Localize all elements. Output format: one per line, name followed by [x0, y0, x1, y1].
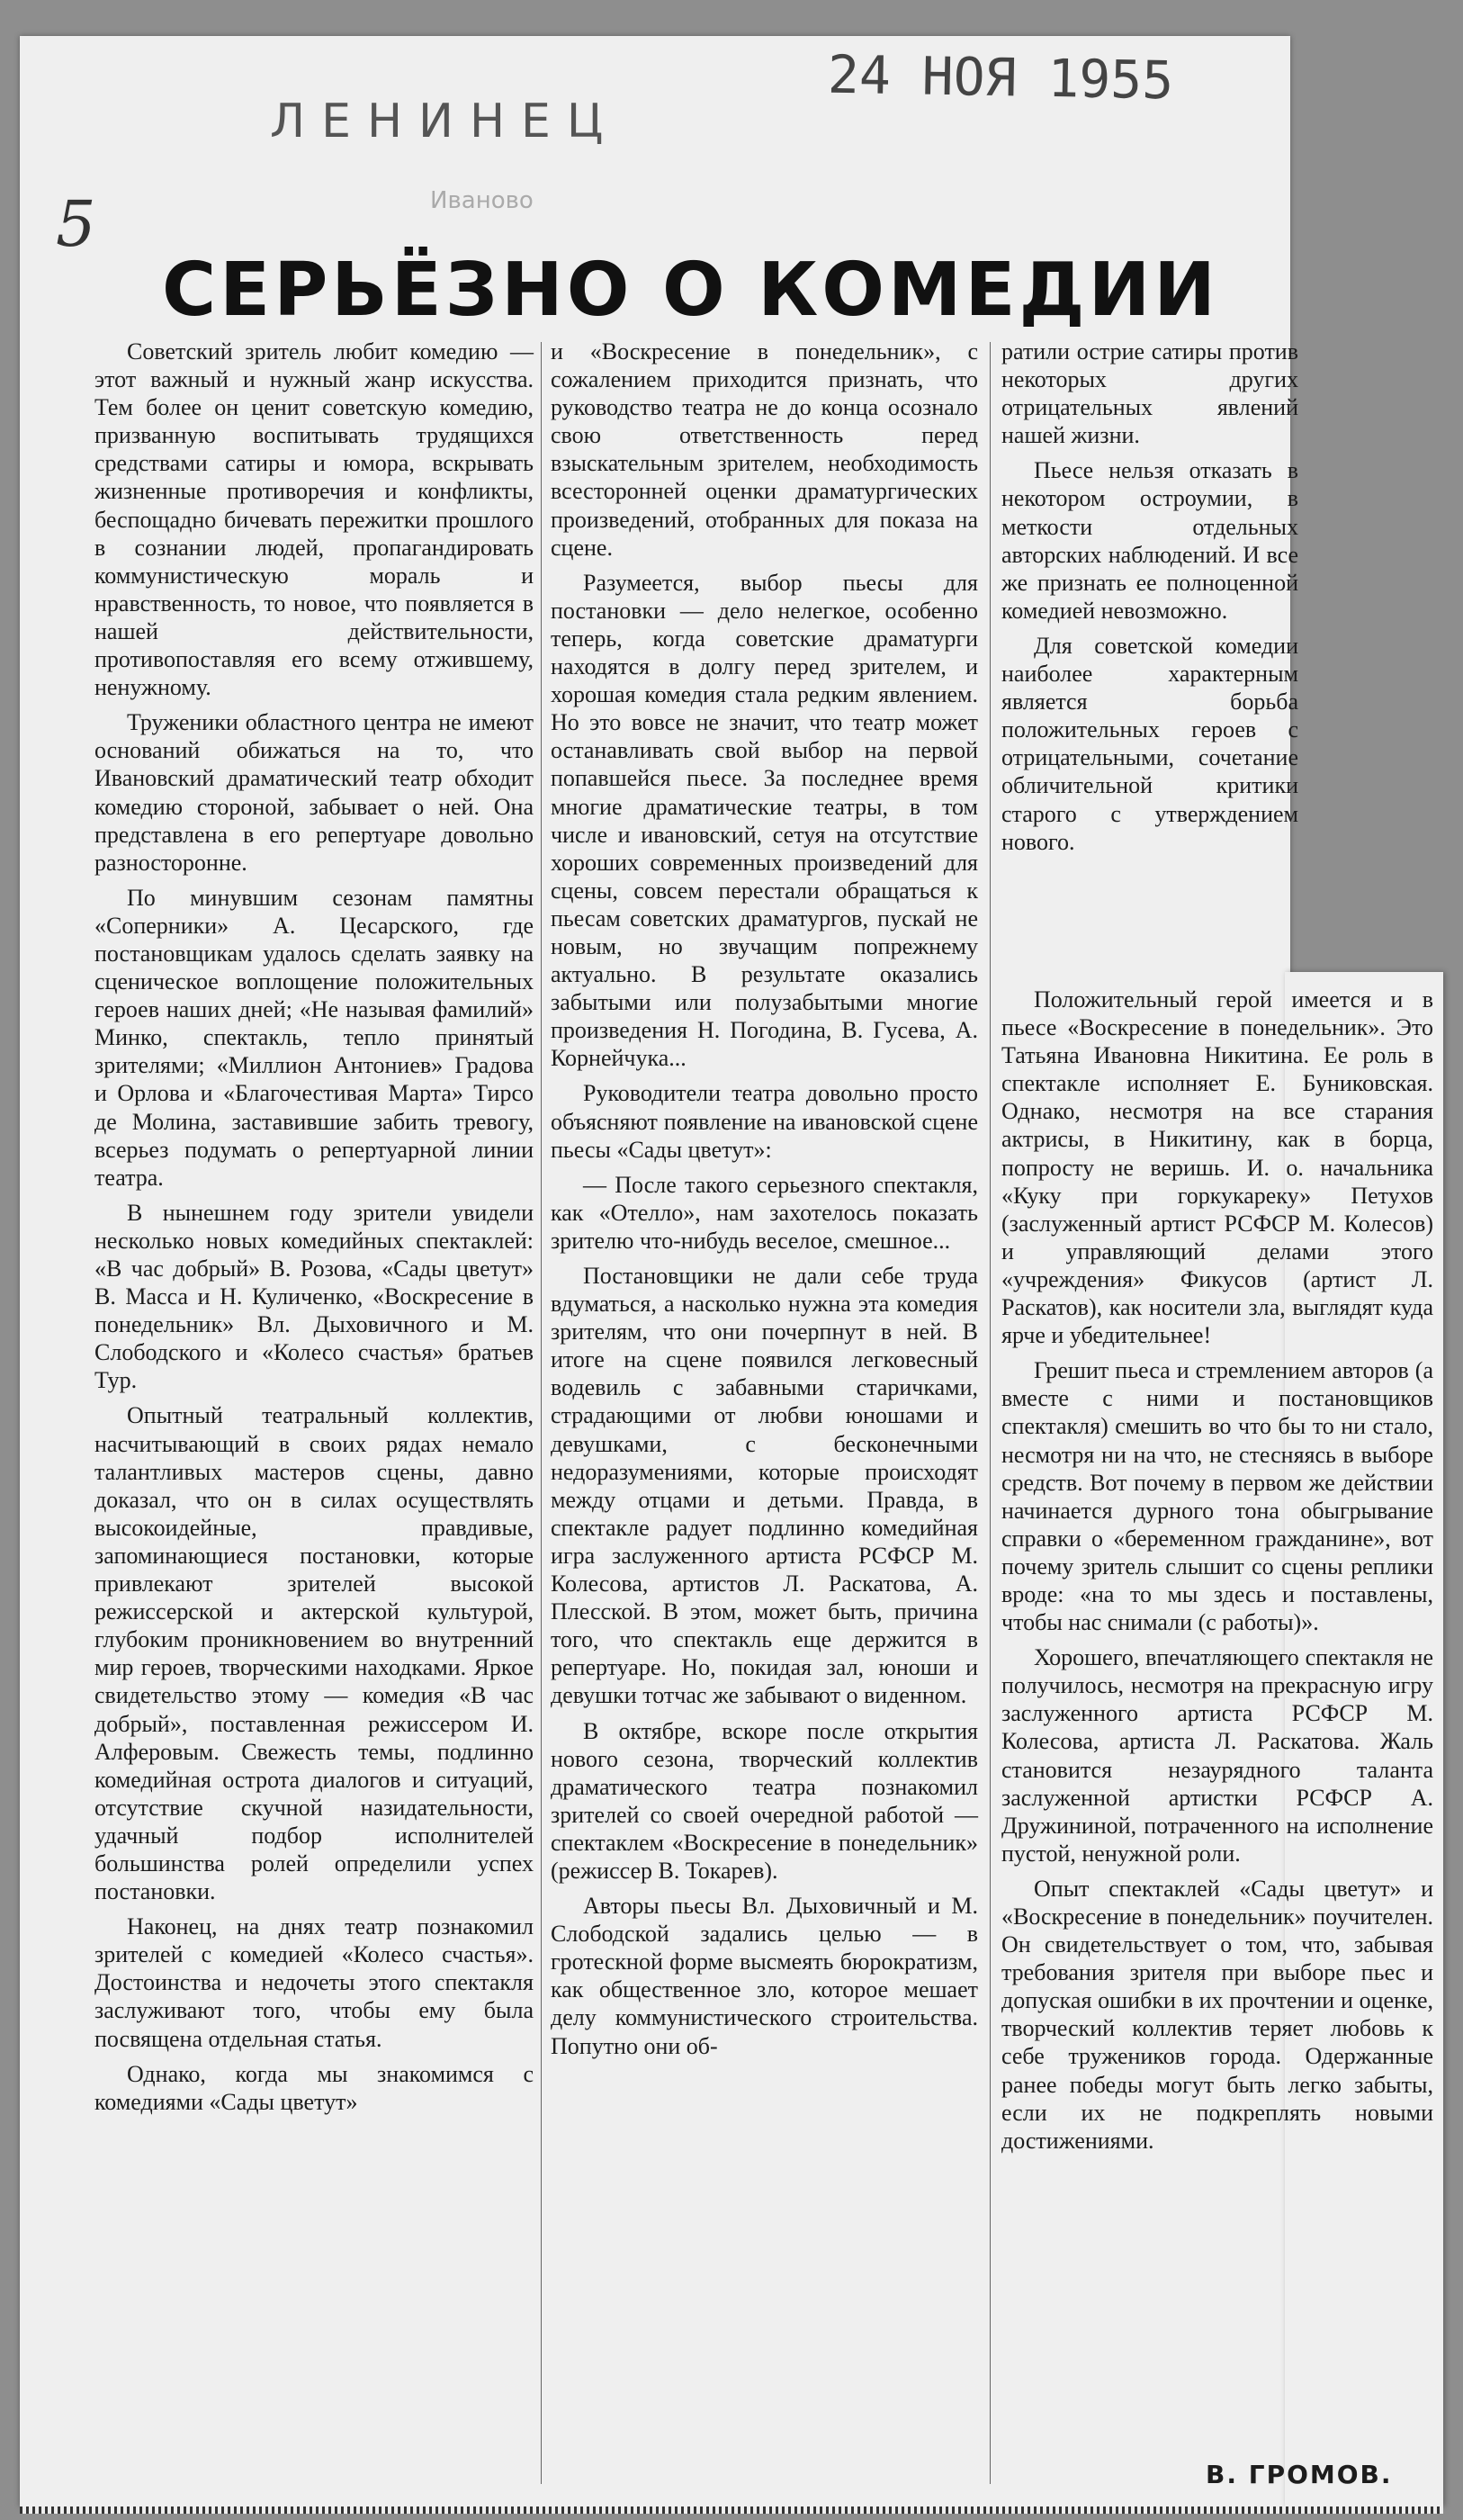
- archive-mark: 5: [56, 187, 96, 261]
- paragraph: Хорошего, впечатляющего спектакля не получилось, несмотря на прекрасную игру заслуженного артиста РСФСР М. Колесова, артиста Л. Раскатова. Жаль становится незаурядного таланта заслуженной артистки РСФСР А. Дружининой, потраченного на исполнение пустой, ненужной роли.: [1001, 1644, 1433, 1867]
- article-column-3-top: [1001, 338, 1298, 856]
- paragraph: Положительный герой имеется и в пьесе «Воскресение в понедельник». Это Татьяна Ивановна Никитина. Ее роль в спектакле исполняет Е. Буниковская. Однако, несмотря на все старания актрисы, в Никитину, как в борца, попросту не веришь. И. о. начальника «Куку при горкукареку» Петухов (заслуженный артист РСФСР М. Колесов) и управляющий делами этого «учреждения» Фикусов (артист Л. Раскатов), как носители зла, выглядят куда ярче и убедительнее!: [1001, 986, 1433, 1349]
- paragraph: Пьесе нельзя отказать в некотором остроумии, в меткости отдельных авторских наблюдений. И все же признать ее полноценной комедией невозможно.: [1001, 457, 1298, 624]
- paragraph: Наконец, на днях театр познакомил зрителей с комедией «Колесо счастья». Достоинства и недочеты этого спектакля заслуживают того, чтобы ему была посвящена отдельная статья.: [94, 1913, 534, 2052]
- paragraph: и «Воскресение в понедельник», с сожалением приходится признать, что руководство театра не до конца осознало свою ответственность перед взыскательным зрителем, необходимость всесторонней оценки драматургических произведений, отобранных для показа на сцене.: [551, 338, 978, 561]
- paragraph: Опыт спектаклей «Сады цветут» и «Воскресение в понедельник» поучителен. Он свидетельствует о том, что, забывая требования зрителя при выборе пьес и допуская ошибки в их прочтении и оценке, творческий коллектив теряет любовь к себе тружеников города. Одержанные ранее победы могут быть легко забыты, если их не подкреплять новыми достижениями.: [1001, 1875, 1433, 2154]
- paragraph: Однако, когда мы знакомимся с комедиями «Сады цветут»: [94, 2060, 534, 2115]
- article-title: СЕРЬЁЗНО О КОМЕДИИ: [162, 248, 1219, 333]
- paragraph: Авторы пьесы Вл. Дыховичный и М. Слободской задались целью — в гротескной форме высмеять бюрократизм, как общественное зло, которое мешает делу коммунистического строительства. Попутно они об-: [551, 1893, 978, 2059]
- paragraph: Труженики областного центра не имеют оснований обижаться на то, что Ивановский драматический театр обходит комедию стороной, забывает о ней. Она представлена в его репертуаре довольно разносторонне.: [94, 709, 534, 876]
- paragraph: Разумеется, выбор пьесы для постановки — дело нелегкое, особенно теперь, когда советские драматурги находятся в долгу перед зрителем, и хорошая комедия стала редким явлением. Но это вовсе не значит, что театр может останавливать свой выбор на первой попавшейся пьесе. За последнее время многие драматические театры, в том числе и ивановский, сетуя на отсутствие хороших современных произведений для сцены, совсем перестали обращаться к пьесам советских драматургов, пускай не новым, но звучащим попрежнему актуально. В результате оказались забытыми или полузабытыми многие произведения Н. Погодина, В. Гусева, А. Корнейчука...: [551, 569, 978, 1072]
- column-rule: [990, 342, 991, 2484]
- paragraph: По минувшим сезонам памятны «Соперники» А. Цесарского, где постановщикам удалось сделать заявку на сценическое воплощение положительных героев наших дней; «Не называя фамилий» Минко, спектакль, тепло принятый зрителями; «Миллион Антониев» Градова и Орлова и «Благочестивая Марта» Тирсо де Молина, заставившие забить тревогу, всерьез подумать о репертуарной линии театра.: [94, 884, 534, 1191]
- paragraph: Советский зритель любит комедию — этот важный и нужный жанр искусства. Тем более он ценит советскую комедию, призванную воспитывать трудящихся средствами сатиры и юмора, вскрывать жизненные противоречия и конфликты, беспощадно бичевать пережитки прошлого в сознании людей, пропагандировать коммунистическую мораль и нравственность, то новое, что появляется в нашей действительности, противопоставляя его всему отжившему, ненужному.: [94, 338, 534, 701]
- paragraph: Для советской комедии наиболее характерным является борьба положительных героев с отрицательными, сочетание обличительной критики старого с утверждением нового.: [1001, 632, 1298, 855]
- author-signature: В. ГРОМОВ.: [1206, 2460, 1393, 2489]
- paragraph: Руководители театра довольно просто объясняют появление на ивановской сцене пьесы «Сады цветут»:: [551, 1080, 978, 1163]
- newspaper-masthead: ЛЕНИНЕЦ: [270, 94, 620, 148]
- paragraph: — После такого серьезного спектакля, как «Отелло», нам захотелось показать зрителю что-нибудь веселое, смешное...: [551, 1171, 978, 1254]
- paragraph: Грешит пьеса и стремлением авторов (а вместе с ними и постановщиков спектакля) смешить во что бы то ни стало, несмотря ни на что, не стесняясь в выборе средств. Вот почему в первом же действии начинается дурного тона обыгрывание справки о «беременном гражданине», вот почему зритель слышит со сцены реплики вроде: «на то мы здесь и поставлены, чтобы нас снимали (с работы)».: [1001, 1357, 1433, 1636]
- article-column-3-bottom: [1001, 986, 1433, 2155]
- date-stamp: 24 НОЯ 1955: [827, 43, 1174, 112]
- paragraph: В нынешнем году зрители увидели несколько новых комедийных спектаклей: «В час добрый» В. Розова, «Сады цветут» В. Масса и Н. Куличенко, «Воскресение в понедельник» Вл. Дыховичного и М. Слободского и «Колесо счастья» братьев Тур.: [94, 1199, 534, 1394]
- paragraph: ратили острие сатиры против некоторых других отрицательных явлений нашей жизни.: [1001, 338, 1298, 449]
- column-rule: [541, 342, 542, 2484]
- paragraph: В октябре, вскоре после открытия нового сезона, творческий коллектив драматического театра познакомил зрителей со своей очередной работой — спектаклем «Воскресение в понедельник» (режиссер В. Токарев).: [551, 1717, 978, 1884]
- article-column-1: [94, 338, 534, 2116]
- paragraph: Постановщики не дали себе труда вдуматься, а насколько нужна эта комедия зрителям, что они почерпнут в ней. В итоге на сцене появился легковесный водевиль с забавными старичками, страдающими от любви юношами и девушками, с бесконечными недоразумениями, которые происходят между отцами и детьми. Правда, в спектакле радует подлинно комедийная игра заслуженного артиста РСФСР М. Колесова, артистов Л. Раскатова, А. Плесской. В этом, может быть, причина того, что спектакль еще держится в репертуаре. Но, покидая зал, юноши и девушки тотчас же забывают о виденном.: [551, 1263, 978, 1709]
- paragraph: Опытный театральный коллектив, насчитывающий в своих рядах немало талантливых мастеров сцены, давно доказал, что он в силах осуществлять высокоидейные, правдивые, запоминающиеся постановки, которые привлекают зрителей высокой режиссерской и актерской культурой, глубоким проникновением во внутренний мир героев, творческими находками. Яркое свидетельство этому — комедия «В час добрый», поставленная режиссером И. Алферовым. Свежесть темы, подлинно комедийная острота диалогов и ситуаций, отсутствие скучной назидательности, удачный подбор исполнителей большинства ролей определили успех постановки.: [94, 1402, 534, 1905]
- city-label: Иваново: [430, 187, 534, 214]
- clipping-bottom-border: [20, 2506, 1443, 2514]
- article-column-2: [551, 338, 978, 2060]
